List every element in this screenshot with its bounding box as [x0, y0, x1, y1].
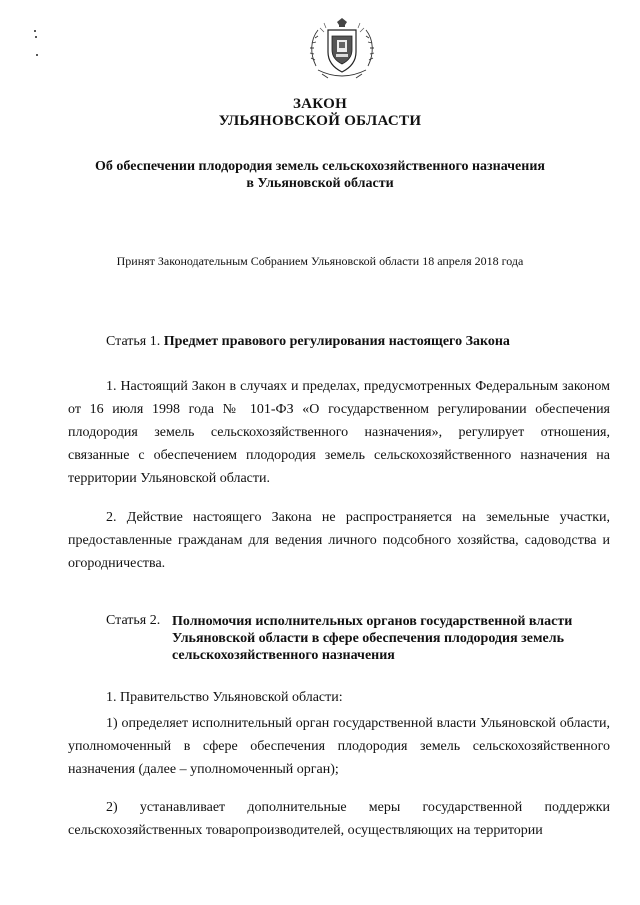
article-2-paragraph-2: 1) определяет исполнительный орган государственной власти Ульяновской области, уполномоченный в сфере обеспечения плодородия земель сельскохозяйственного назначения (далее – уполномоченный орган);: [68, 716, 610, 777]
article-2-title: [106, 613, 614, 664]
scan-speck: [34, 30, 36, 32]
document-subject-line1: Об обеспечении плодородия земель сельскохозяйственного назначения: [95, 159, 545, 174]
scan-speck: [36, 54, 38, 56]
article-1-paragraph-1: 1. Настоящий Закон в случаях и пределах, предусмотренных Федеральным законом от 16 июля 1998 года № 101-ФЗ «О государственном регулировании обеспечения плодородия земель сельскохозяйственного назначения», регулирует отношения, связанные с обеспечением плодородия земель сельскохозяйственного назначения на территории Ульяновской области.: [68, 379, 610, 486]
article-1-paragraph-2: 2. Действие настоящего Закона не распространяется на земельные участки, предоставленные гражданам для ведения личного подсобного хозяйства, садоводства и огородничества.: [68, 510, 610, 571]
adoption-note: Принят Законодательным Собранием Ульяновской области 18 апреля 2018 года: [116, 254, 524, 268]
article-1-heading: Предмет правового регулирования настоящего Закона: [163, 334, 510, 349]
article-1-prefix: Статья 1.: [106, 334, 164, 349]
article-2-heading: Полномочия исполнительных органов государственной власти Ульяновской области в сфере обеспечения плодородия земель сельскохозяйственного назначения: [172, 614, 573, 663]
article-2-paragraph-1: 1. Правительство Ульяновской области:: [106, 690, 343, 705]
document-subject-line2: в Ульяновской области: [246, 176, 394, 191]
scan-speck: [35, 36, 37, 38]
document-title-line1: ЗАКОН: [292, 96, 348, 112]
article-2-prefix: Статья 2.: [106, 613, 161, 628]
article-1-title: [106, 334, 510, 350]
article-2-paragraph-3: 2) устанавливает дополнительные меры государственной поддержки сельскохозяйственных товаропроизводителей, осуществляющих на территории: [68, 800, 610, 838]
document-title-line2: УЛЬЯНОВСКОЙ ОБЛАСТИ: [218, 113, 422, 129]
coat-of-arms-icon: [306, 16, 378, 88]
